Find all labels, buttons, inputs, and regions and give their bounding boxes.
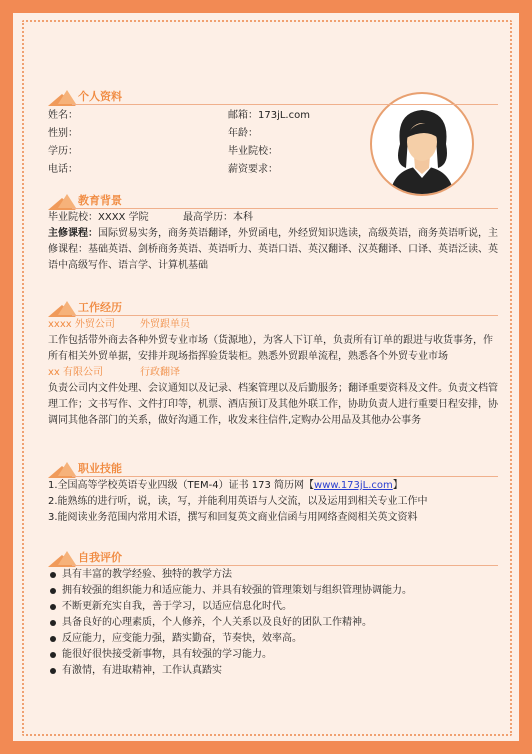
self-item: 具备良好的心理素质，个人修养，个人关系以及良好的团队工作精神。 xyxy=(48,615,498,631)
skill-3: 3.能阅读业务范围内常用术语，撰写和回复英文商业信函与用网络查阅相关英文资料 xyxy=(48,512,418,523)
work-header-2 xyxy=(48,365,498,381)
site-link[interactable]: www.173jL.com xyxy=(314,480,393,491)
triangle-icon xyxy=(58,194,76,208)
email-field: 邮箱：173jL.com xyxy=(228,110,310,121)
self-item: 反应能力，应变能力强，踏实勤奋，节奏快，效率高。 xyxy=(48,631,498,647)
section-skills xyxy=(48,458,498,526)
divider xyxy=(72,476,498,477)
work-role: 外贸跟单员 xyxy=(140,319,190,330)
section-title-self xyxy=(48,547,498,567)
age-field: 年龄： xyxy=(228,128,258,139)
section-education xyxy=(48,190,498,274)
edu-degree: 最高学历：本科 xyxy=(183,212,253,223)
work-company: xxxx 外贸公司 xyxy=(48,319,115,330)
work-desc-2: 负责公司内文件处理、会议通知以及记录、档案管理以及后勤服务；翻译重要资料及文件。负责文档管理工作；文书写作、文件打印等，机票、酒店预订及其他外联工作，协助负责人进行重要日程安排，协调同其他各部门的关系，做好沟通工作，收发来往信件,定购办公用品及其他办公事务 xyxy=(48,383,498,426)
triangle-icon xyxy=(58,90,76,104)
self-item: 拥有较强的组织能力和适应能力、并具有较强的管理策划与组织管理协调能力。 xyxy=(48,583,498,599)
self-item: 能很好很快接受新事物，具有较强的学习能力。 xyxy=(48,647,498,663)
work-header-1 xyxy=(48,317,498,333)
skill-2: 2.能熟练的进行听，说，读，写，并能利用英语与人交流，以及运用到相关专业工作中 xyxy=(48,496,428,507)
section-work xyxy=(48,297,498,429)
section-self xyxy=(48,547,498,679)
gender-field: 性别： xyxy=(48,128,78,139)
personal-info xyxy=(48,106,498,196)
degree-field: 学历： xyxy=(48,146,78,157)
phone-field: 电话： xyxy=(48,164,78,175)
triangle-icon xyxy=(58,462,76,476)
school-field: 毕业院校： xyxy=(228,146,278,157)
work-role: 行政翻译 xyxy=(140,367,180,378)
salary-field: 薪资要求： xyxy=(228,164,278,175)
work-company: xx 有限公司 xyxy=(48,367,104,378)
skill-text: 】 xyxy=(392,480,403,491)
edu-row xyxy=(48,210,498,226)
edu-courses xyxy=(48,226,498,274)
section-title-personal xyxy=(48,86,498,106)
triangle-icon xyxy=(58,301,76,315)
triangle-icon xyxy=(58,551,76,565)
section-heading: 教育背景 xyxy=(78,194,122,207)
resume-content xyxy=(48,0,498,754)
section-title-skills xyxy=(48,458,498,478)
self-item: 有激情，有进取精神，工作认真踏实 xyxy=(48,663,498,679)
section-personal xyxy=(48,86,498,196)
divider xyxy=(72,315,498,316)
section-heading: 自我评价 xyxy=(78,551,122,564)
divider xyxy=(72,104,498,105)
divider xyxy=(72,565,498,566)
skill-1 xyxy=(48,478,498,494)
divider xyxy=(72,208,498,209)
section-title-education xyxy=(48,190,498,210)
section-heading: 工作经历 xyxy=(78,301,122,314)
name-field: 姓名： xyxy=(48,110,78,121)
skill-text: 1.全国高等学校英语专业四级（TEM-4）证书 173 简历网【 xyxy=(48,480,315,491)
courses-text: 国际贸易实务，商务英语翻译，外贸函电，外经贸知识选读，高级英语，商务英语听说，主修课程：基础英语、剑桥商务英语、英语听力、英语口语、英汉翻译、汉英翻译、口译、英语泛读、英语中高级写作、语言学、计算机基础 xyxy=(48,228,498,271)
self-item: 具有丰富的教学经验、独特的教学方法 xyxy=(48,567,498,583)
section-heading: 职业技能 xyxy=(78,462,122,475)
section-heading: 个人资料 xyxy=(78,90,122,103)
self-item: 不断更新充实自我，善于学习，以适应信息化时代。 xyxy=(48,599,498,615)
section-title-work xyxy=(48,297,498,317)
edu-school: 毕业院校：XXXX 学院 xyxy=(48,212,149,223)
courses-label: 主修课程： xyxy=(48,228,98,239)
work-desc-1: 工作包括带外商去各种外贸专业市场（货源地），为客人下订单，负责所有订单的跟进与收货事务，作所有相关外贸单据，安排并现场指挥验货装柜。熟悉外贸跟单流程，熟悉各个外贸专业市场 xyxy=(48,335,493,362)
